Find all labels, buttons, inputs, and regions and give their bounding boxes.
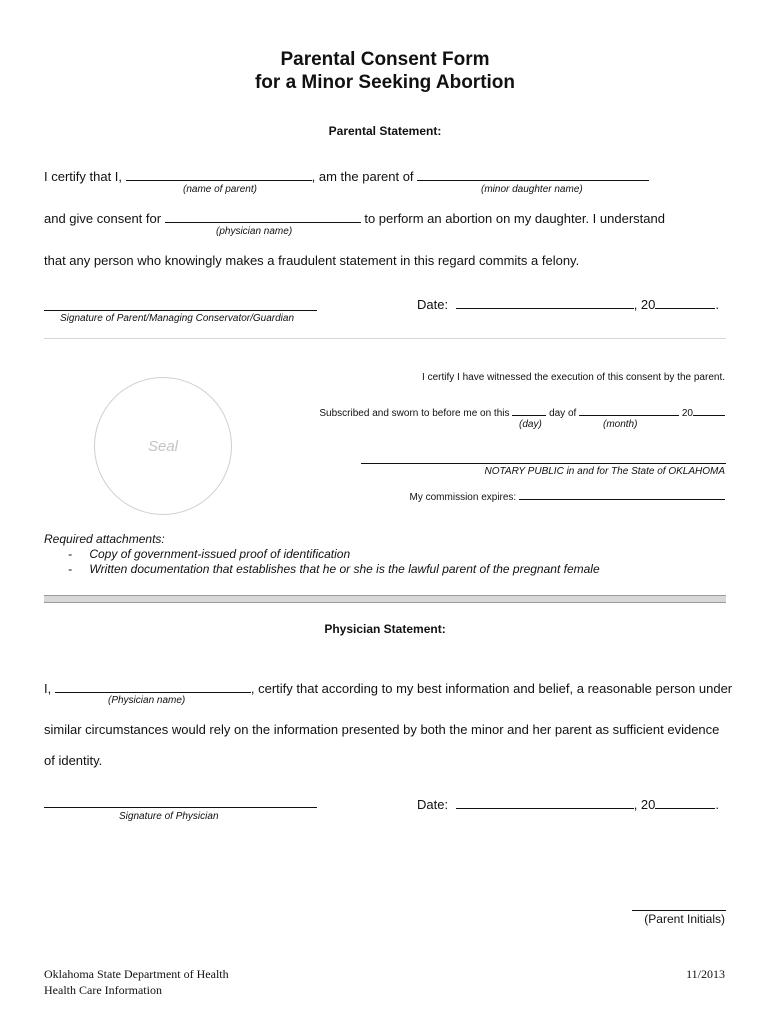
physician-name-field[interactable] (55, 681, 251, 693)
parent-signature-caption: Signature of Parent/Managing Conservator/Guardian (60, 313, 295, 324)
attachments-heading: Required attachments: (44, 532, 165, 546)
parent-date-row (417, 297, 719, 312)
attachment-text: Copy of government-issued proof of identification (89, 547, 351, 561)
parental-statement-heading: Parental Statement: (328, 124, 442, 138)
physician-line-2: similar circumstances would rely on the information presented by both the minor and her parent as sufficient evidence (44, 722, 720, 737)
caption-month: (month) (603, 419, 638, 430)
sworn-year-prefix: 20 (681, 408, 693, 419)
parental-line-1 (44, 169, 649, 184)
parent-date-field[interactable] (456, 297, 634, 309)
physician-name-field-parental[interactable] (165, 211, 361, 223)
notary-seal-circle (94, 377, 232, 515)
section-separator-bar (44, 595, 726, 603)
sworn-prefix: Subscribed and sworn to before me on this (319, 408, 510, 419)
sworn-year-field[interactable] (693, 406, 725, 416)
form-subtitle: for a Minor Seeking Abortion (254, 72, 516, 93)
physician-signature-caption: Signature of Physician (119, 811, 219, 822)
caption-name-of-parent: (name of parent) (183, 184, 257, 195)
caption-physician-name: (physician name) (216, 226, 293, 237)
physician-year-suffix: . (715, 797, 720, 812)
parental-line1-mid: , am the parent of (311, 169, 414, 184)
parent-year-suffix: . (715, 297, 720, 312)
sworn-day-of: day of (549, 408, 577, 419)
parent-signature-line[interactable] (44, 310, 317, 311)
sworn-month-field[interactable] (579, 406, 679, 416)
footer-date: 11/2013 (686, 967, 725, 981)
commission-row (410, 490, 725, 503)
parent-year-field[interactable] (655, 297, 715, 309)
parental-line2-suffix: to perform an abortion on my daughter. I understand (364, 211, 665, 226)
sworn-day-field[interactable] (512, 406, 546, 416)
attachment-text: Written documentation that establishes that he or she is the lawful parent of the pregnant female (89, 562, 600, 576)
parent-initials-line[interactable] (632, 910, 726, 911)
parent-initials-label: (Parent Initials) (644, 912, 725, 926)
physician-date-row (417, 797, 719, 812)
caption-physician-name-2: (Physician name) (108, 695, 186, 706)
physician-date-label: Date: (417, 797, 449, 812)
form-title: Parental Consent Form (280, 49, 490, 70)
physician-line1-suffix: , certify that according to my best information and belief, a reasonable person under (250, 681, 733, 696)
parental-line-2 (44, 211, 665, 226)
witness-statement: I certify I have witnessed the execution of this consent by the parent. (422, 372, 725, 383)
parental-felony-statement: that any person who knowingly makes a fraudulent statement in this regard commits a felony. (44, 253, 580, 268)
physician-signature-line[interactable] (44, 807, 317, 808)
commission-label: My commission expires: (409, 492, 517, 503)
attachment-item (68, 562, 600, 576)
sworn-row (319, 406, 725, 419)
parent-name-field[interactable] (126, 169, 312, 181)
parental-line2-prefix: and give consent for (44, 211, 162, 226)
seal-label: Seal (147, 438, 179, 455)
caption-day: (day) (519, 419, 542, 430)
section-divider (44, 338, 726, 339)
attachment-bullet: - (68, 562, 72, 576)
physician-year-field[interactable] (655, 797, 715, 809)
parent-date-label: Date: (417, 297, 449, 312)
notary-public-caption: NOTARY PUBLIC in and for The State of OKLAHOMA (484, 466, 725, 477)
physician-line1-prefix: I, (44, 681, 52, 696)
parental-line1-prefix: I certify that I, (44, 169, 123, 184)
caption-minor-daughter-name: (minor daughter name) (481, 184, 583, 195)
attachment-item (68, 547, 350, 561)
physician-line-3: of identity. (44, 753, 103, 768)
attachment-bullet: - (68, 547, 72, 561)
notary-signature-line[interactable] (361, 463, 726, 464)
physician-date-field[interactable] (456, 797, 634, 809)
parent-year-prefix: , 20 (633, 297, 656, 312)
physician-year-prefix: , 20 (633, 797, 656, 812)
commission-expires-field[interactable] (519, 490, 725, 500)
footer-org-line-1: Oklahoma State Department of Health (44, 967, 229, 981)
physician-line-1 (44, 681, 732, 696)
footer-org-line-2: Health Care Information (44, 983, 162, 997)
physician-statement-heading: Physician Statement: (324, 622, 446, 636)
minor-name-field[interactable] (417, 169, 649, 181)
